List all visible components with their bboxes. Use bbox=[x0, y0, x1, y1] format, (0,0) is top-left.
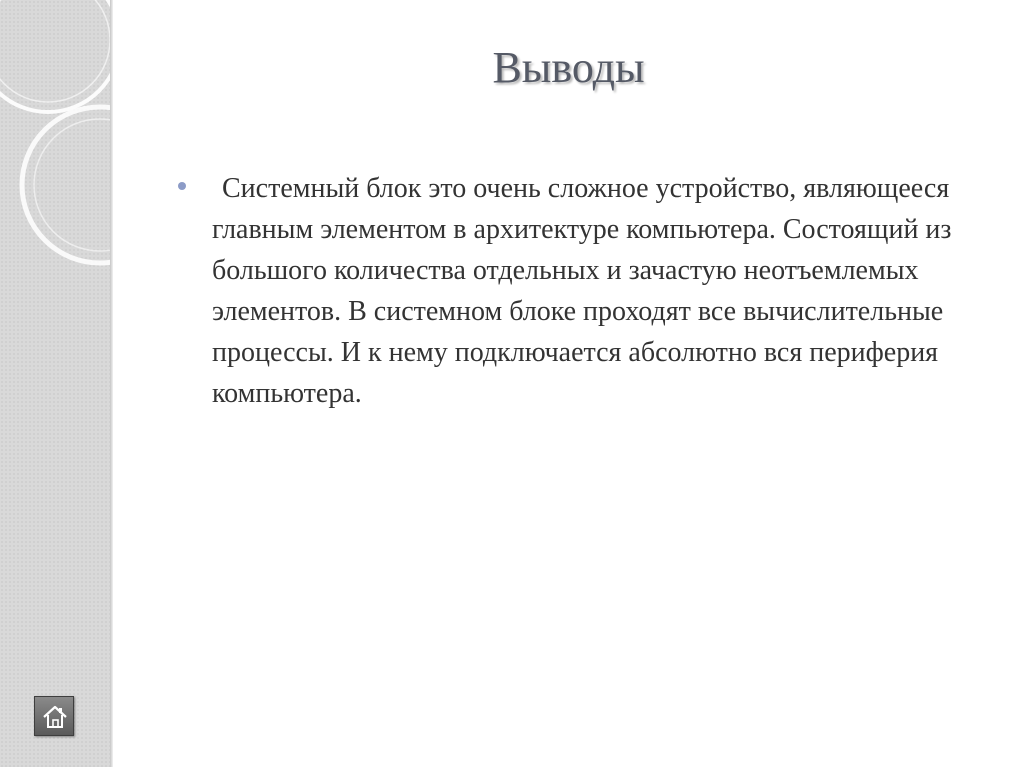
sidebar-edge bbox=[110, 0, 113, 767]
slide-title: Выводы bbox=[492, 43, 645, 92]
home-button[interactable] bbox=[34, 696, 74, 736]
slide-content bbox=[178, 168, 958, 414]
sidebar-pattern bbox=[0, 0, 110, 767]
home-icon bbox=[41, 703, 69, 731]
bullet-item bbox=[178, 168, 958, 414]
bullet-text: Системный блок это очень сложное устройство, являющееся главным элементом в архитектуре компьютера. Состоящий из большого количества отдельных и зачастую неотъемлемых элементов. В системном блоке проходят все вычислительные процессы. И к нему подключается абсолютно вся периферия компьютера. bbox=[212, 173, 952, 409]
decorative-rings bbox=[0, 0, 110, 300]
bullet-dot-icon bbox=[178, 182, 186, 190]
